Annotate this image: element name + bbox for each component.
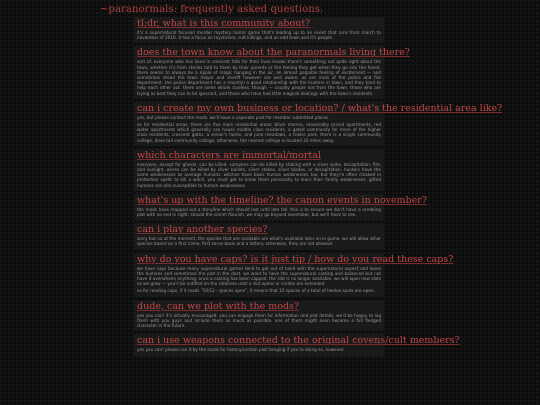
faq-question: can i play another species? [137,224,268,236]
faq-answer-paragraph: the mods have mapped out a storyline which should last until late fall. this is to ensure we don't have a rambling plot with no end in sight. should the comm flourish, we may go beyond november, but we'll have to see. [137,206,381,218]
faq-question: does the town know about the paranormals living there? [137,47,410,59]
faq-answer-paragraph: yes, but please contact the mods. we'll have a seperate post for member submitted places. [137,114,330,120]
faq-answer [137,59,381,95]
faq-answer [137,115,381,143]
faq-list[interactable] [134,17,503,405]
faq-answer [137,30,381,40]
faq-answer-paragraph: as for residential areas, there are five main residential areas: black marina, reasonably priced apartments, red water apartments which generally can house middle class residents, a gated community for more of the higher class residents, crescent gates, a senior's home, and june meadows, a trailer park. there is a single community college, dove tail community college; otherwise, the nearest college is located 30 miles away. [137,122,381,143]
faq-answer [137,236,381,246]
page-title: ~paranormals: frequently asked questions. [100,4,324,15]
faq-answer-paragraph: it's a supernatural focused murder mystery horror game that's leading up to an event that runs from march to november of 2016. it has a focus on mysticism, cult killings, and an odd town and it's people. [137,30,381,41]
faq-section [134,102,503,146]
faq-answer-paragraph: yes you can! please run it by the mods for history/certain plot hanging if you're doing so, however. [137,347,345,353]
faq-question: dude, can we plot with the mods? [137,300,299,312]
faq-answer [137,162,381,188]
faq-answer [137,347,381,352]
faq-question: can i create my own business or location? / what's the residential area like? [137,102,503,114]
faq-section [134,149,384,191]
faq-answer-paragraph: sort of. everyone who has lived in crescent falls for their lives knows there's something not quite right about the town, whether it's from stories told to them by their parents or the feeling they get when they go into the forest. there seems to always be a ripple of magic hanging in the air, an almost palpable feeling of excitement — and sometimes dread the town mayor and sheriff however are well aware, as are most of the police and fire department. the police department has a (mostly) a good relationship with the hunters in town, and they tend to help each other out. there are some whole clueless, though — usually people not from the town, those who are trying as best they can to be ignorant, and those who have had little magical dealings with the town's residents. [137,59,381,96]
faq-answer-paragraph: everyone, except for ghosts, can be killed. vampires can be killed by staking with a silver spike, decapitation, fire, and sunlight. weres can be killed by silver bullets, silver stakes, silver blades, or decapitation. hunters have the same weaknesses as average humans. witches have basic human weaknesses too, but they're often cloaked in protection spells to kill a witch, you must get to know them personally to learn their family weaknesses. gifted humans are also susceptible to human weaknesses. [137,161,381,188]
faq-question: can i use weapons connected to the original covens/cult members? [137,335,460,347]
faq-section [134,334,460,355]
faq-section [134,17,384,43]
faq-question: what's up with the timeline? the canon events in november? [137,194,427,206]
faq-section [134,46,410,98]
faq-section [134,300,384,332]
faq-answer-paragraph: sorry but no at the moment, the species that are available are what's available later on in game, we will allow other species based on a first come, first serve basis and a lottery. otherwise, they are not allowed. [137,236,381,247]
faq-question: why do you have caps? is it just tip / how do you read these caps? [137,253,454,265]
faq-question: tl;dr, what is this community about? [137,18,311,29]
faq-answer-paragraph: yes you can! it's actually encouraged. you can engage them for information and plot details. we'd be happy to log them with you guys and include them as much as possible. one of them might even become a full fledged character in the future. [137,312,381,329]
faq-answer [137,207,381,217]
faq-answer [137,266,381,294]
faq-section [134,223,384,249]
faq-section [134,194,427,220]
faq-answer-paragraph: we have caps because many supernatural games tend to get out of hand with the supernatural aspect and leave the humans and sometimes the plot in the dust. we want to have the supernatural casting and balanced but not have it overwhelm anything. once a casting has been capped, the slot is no longer available. we will open new slots as we grow — you'll be notified on the sidelines until a slot opens or invites are extended. [137,265,381,287]
faq-answer [137,313,381,329]
faq-answer-paragraph: as for reading caps, if it reads "10/12 - spaces open", it means that 10 spaces of a total of twelve spots are open. [137,288,375,294]
faq-question: which characters are immortal/mortal [137,149,321,161]
faq-section [134,253,454,297]
